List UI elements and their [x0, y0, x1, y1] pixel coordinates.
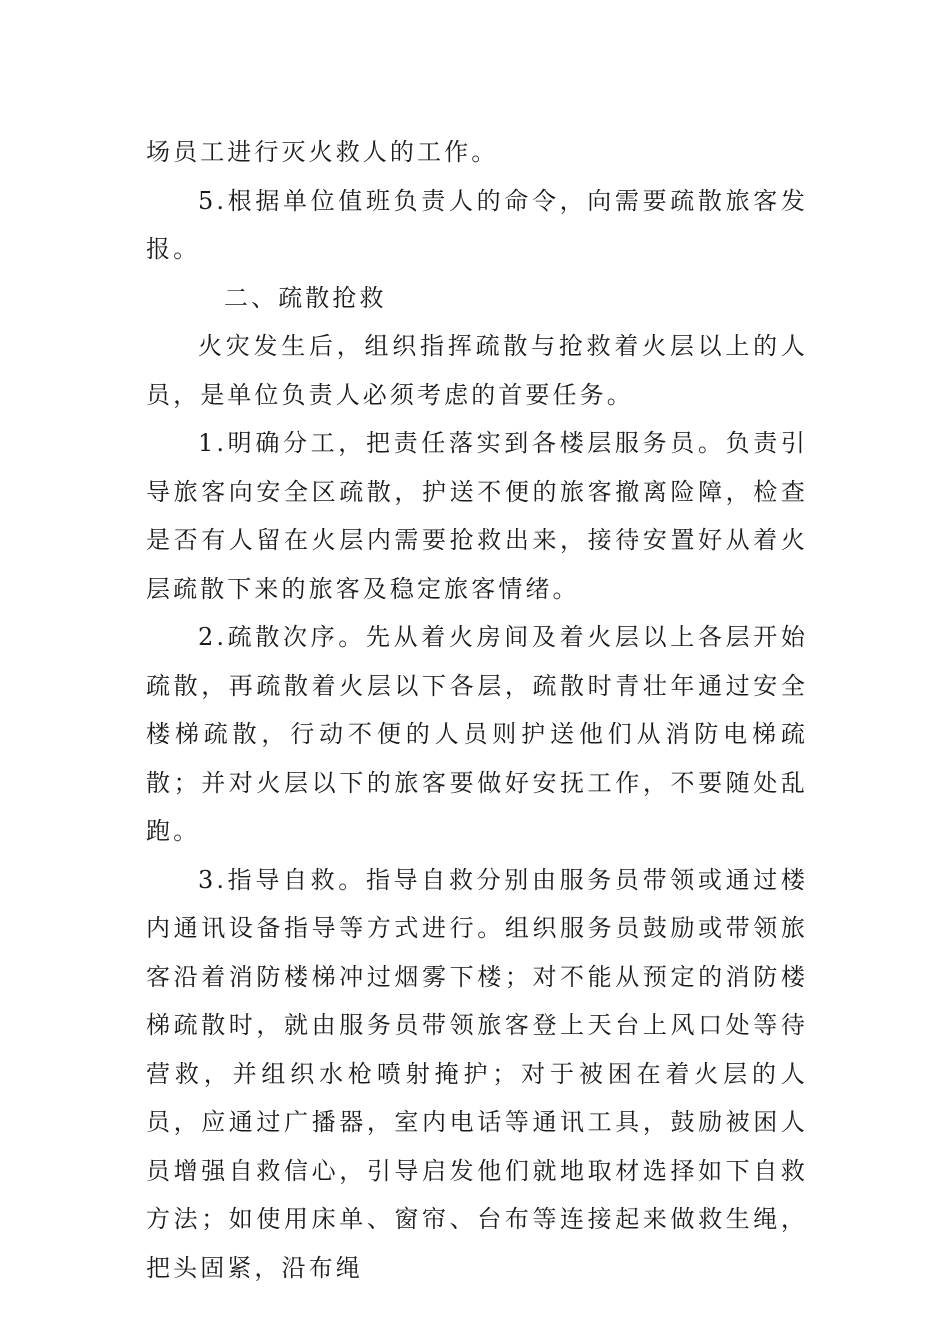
paragraph-item-2: 2.疏散次序。先从着火房间及着火层以上各层开始疏散，再疏散着火层以下各层，疏散时青壮年通过安全楼梯疏散，行动不便的人员则护送他们从消防电梯疏散；并对火层以下的旅客要做好安抚工作，不要随处乱跑。	[146, 623, 808, 845]
paragraph-item-3: 3.指导自救。指导自救分别由服务员带领或通过楼内通讯设备指导等方式进行。组织服务员鼓励或带领旅客沿着消防楼梯冲过烟雾下楼；对不能从预定的消防楼梯疏散时，就由服务员带领旅客登上天台上风口处等待营救，并组织水枪喷射掩护；对于被困在着火层的人员，应通过广播器，室内电话等通讯工具，鼓励被困人员增强自救信心，引导启发他们就地取材选择如下自救方法；如使用床单、窗帘、台布等连接起来做救生绳，把头固紧，沿布绳	[146, 865, 808, 1282]
paragraph-intro: 火灾发生后，组织指挥疏散与抢救着火层以上的人员，是单位负责人必须考虑的首要任务。	[146, 332, 808, 409]
document-body	[146, 128, 808, 1292]
paragraph-item-5: 5.根据单位值班负责人的命令，向需要疏散旅客发报。	[146, 186, 808, 263]
paragraph-item-1: 1.明确分工，把责任落实到各楼层服务员。负责引导旅客向安全区疏散，护送不便的旅客撤离险障，检查是否有人留在火层内需要抢救出来，接待安置好从着火层疏散下来的旅客及稳定旅客情绪。	[146, 429, 808, 603]
section-heading-evacuation: 二、疏散抢救	[224, 283, 387, 312]
paragraph-continuation: 场员工进行灭火救人的工作。	[146, 138, 499, 166]
